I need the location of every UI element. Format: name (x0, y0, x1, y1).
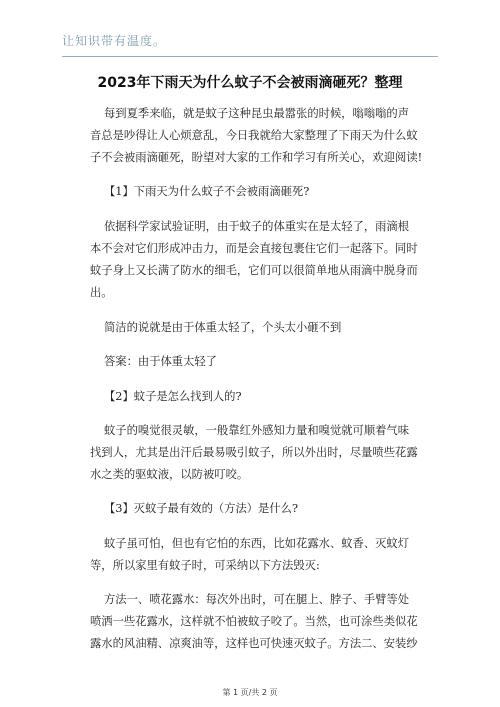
section-heading: 【3】灭蚊子最有效的（方法）是什么? (104, 502, 298, 515)
paragraph-line: 水之类的驱蚊液，以防被叮咬。 (90, 468, 249, 481)
paragraph-line: 喷洒一些花露水，这样就不怕被蚊子咬了。当然，也可涂些类似花 (90, 615, 418, 628)
paragraph-line: 方法一、喷花露水：每次外出时，可在腿上、脖子、手臂等处 (104, 593, 410, 606)
header-divider (62, 56, 438, 57)
paragraph-line: 找到人，尤其是出汗后最易吸引蚊子，所以外出时，尽量喷些花露 (90, 446, 418, 459)
paragraph-line: 露水的风油精、凉爽油等，这样也可快速灭蚊子。方法二、安装纱 (90, 637, 418, 650)
answer-line: 答案：由于体重太轻了 (104, 355, 217, 368)
page-number: 第 1 页/共 2 页 (222, 688, 278, 697)
paragraph-line: 音总是吵得让人心烦意乱，今日我就给大家整理了下雨天为什么蚊 (90, 129, 418, 142)
document-title: 2023年下雨天为什么蚊子不会被雨滴砸死？整理 (97, 75, 403, 91)
paragraph-line: 出。 (90, 286, 113, 299)
paragraph-line: 蚊子身上又长满了防水的细毛，它们可以很简单地从雨滴中脱身而 (90, 264, 418, 277)
section-heading: 【1】下雨天为什么蚊子不会被雨滴砸死? (104, 185, 310, 198)
paragraph-line: 蚊子虽可怕，但也有它怕的东西，比如花露水、蚊香、灭蚊灯 (104, 537, 410, 550)
paragraph-line: 蚊子的嗅觉很灵敏，一般靠红外感知力量和嗅觉就可顺着气味 (104, 424, 410, 437)
paragraph-line: 每到夏季来临，就是蚊子这种昆虫最嚣张的时候，嗡嗡嗡的声 (104, 107, 410, 120)
section-heading: 【2】蚊子是怎么找到人的? (104, 390, 242, 403)
paragraph-line: 本不会对它们形成冲击力，而是会直接包裹住它们一起落下。同时 (90, 242, 418, 255)
paragraph-line: 子不会被雨滴砸死，盼望对大家的工作和学习有所关心，欢迎阅读! (90, 151, 423, 164)
paragraph-line: 等，所以家里有蚊子时，可采纳以下方法毁灭: (90, 559, 320, 572)
paragraph-line: 简洁的说就是由于体重太轻了，个头太小砸不到 (104, 321, 342, 334)
paragraph-line: 依据科学家试验证明，由于蚊子的体重实在是太轻了，雨滴根 (104, 220, 410, 233)
site-tagline: 让知识带有温度。 (62, 34, 167, 48)
